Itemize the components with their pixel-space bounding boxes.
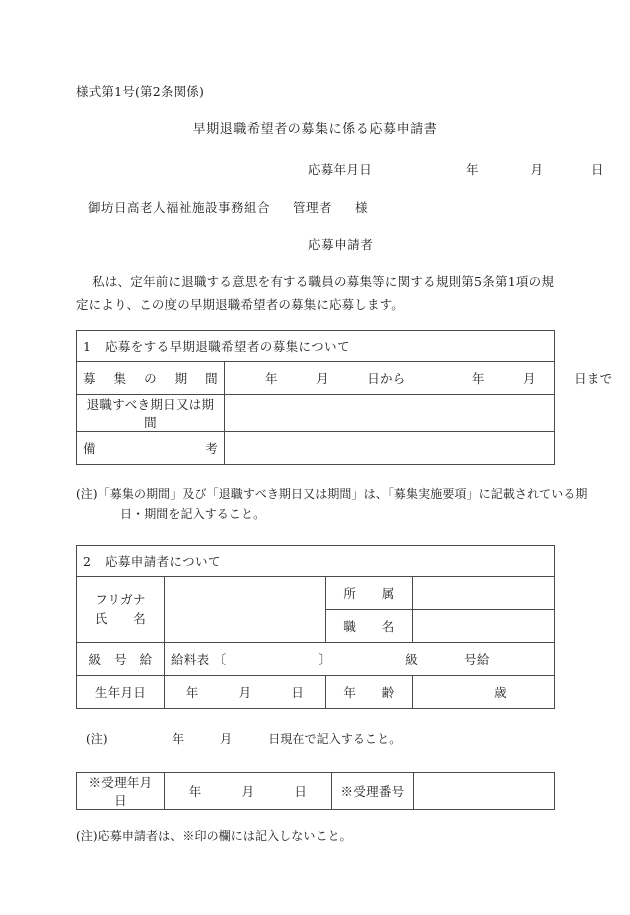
- name-value[interactable]: [165, 577, 326, 643]
- grade-value[interactable]: [165, 643, 555, 676]
- section2-heading: [77, 546, 555, 577]
- table-row: [77, 395, 555, 432]
- grade-unit: 級: [405, 652, 419, 667]
- application-date-year-unit: 年: [465, 162, 479, 177]
- receipt-date-day-unit: 日: [294, 784, 308, 799]
- name-label: [77, 577, 165, 643]
- application-date-day-unit: 日: [590, 162, 604, 177]
- birthdate-day-unit: 日: [291, 685, 305, 700]
- table-row: [77, 546, 555, 577]
- addressee-organization: 御坊日高老人福祉施設事務組合: [88, 200, 271, 215]
- section1-table: [76, 330, 613, 465]
- section1-heading-number: 1: [83, 339, 92, 354]
- affiliation-label: 所 属: [326, 577, 413, 610]
- body-paragraph-text: 私は、定年前に退職する意思を有する職員の募集等に関する規則第5条第1項の規定により、この度の早期退職希望者の募集に応募します。: [76, 274, 554, 313]
- birthdate-month-unit: 月: [238, 685, 252, 700]
- job-title-value[interactable]: [413, 610, 555, 643]
- age-value[interactable]: [413, 676, 555, 709]
- body-paragraph: [76, 270, 554, 316]
- period-day-to-unit: 日まで: [574, 371, 613, 386]
- period-month-to-unit: 月: [522, 371, 536, 386]
- section2-heading-text: 応募申請者について: [105, 554, 221, 569]
- table-row: [77, 331, 555, 362]
- salary-table-bracket-close: 〕: [318, 652, 332, 667]
- receipt-date-month-unit: 月: [241, 784, 255, 799]
- remarks-value[interactable]: [225, 432, 555, 465]
- retirement-date-value[interactable]: [225, 395, 555, 432]
- section3-note: (注)応募申請者は、※印の欄には記入しないこと。: [76, 829, 352, 843]
- birthdate-label: 生年月日: [77, 676, 165, 709]
- recruitment-period-value[interactable]: [225, 362, 613, 395]
- receipt-date-label: ※受理年月日: [77, 773, 165, 810]
- name-kanji-label: 氏 名: [94, 610, 147, 626]
- section2-heading-number: 2: [83, 554, 92, 569]
- grade-number-unit: 号給: [464, 652, 490, 667]
- section3-table: [76, 772, 555, 810]
- period-day-from-unit: 日から: [367, 371, 406, 386]
- section2-note-text: 日現在で記入すること。: [268, 732, 402, 746]
- applicant-signature-label: 応募申請者: [308, 237, 374, 252]
- section2-note: [76, 729, 554, 749]
- section1-note: (注)「募集の期間」及び「退職すべき期日又は期間」は、「募集実施要項」に記載されている期日・期間を記入すること。: [76, 487, 588, 522]
- age-label: 年 齢: [326, 676, 413, 709]
- section2-note-month-unit: 月: [220, 732, 233, 746]
- section1-heading-text: 応募をする早期退職希望者の募集について: [105, 339, 350, 354]
- document-title: 早期退職希望者の募集に係る応募申請書: [192, 122, 438, 137]
- application-date-line: [308, 160, 603, 178]
- name-furigana-label: フリガナ: [95, 592, 146, 608]
- birthdate-value[interactable]: [165, 676, 326, 709]
- affiliation-value[interactable]: [413, 577, 555, 610]
- addressee-role: 管理者: [292, 200, 332, 215]
- grade-label: 級 号 給: [77, 643, 165, 676]
- application-date-label: 応募年月日: [308, 162, 373, 177]
- receipt-number-value[interactable]: [414, 773, 555, 810]
- receipt-number-label: ※受理番号: [332, 773, 414, 810]
- form-number: 様式第1号(第2条関係): [76, 84, 205, 99]
- recruitment-period-label: 募集の期間: [77, 362, 225, 395]
- table-row: [77, 362, 555, 395]
- receipt-date-year-unit: 年: [188, 784, 202, 799]
- period-month-from-unit: 月: [316, 371, 329, 386]
- addressee-line: [88, 198, 368, 216]
- salary-table-label: 給料表 〔: [171, 652, 227, 667]
- application-date-month-unit: 月: [530, 162, 543, 177]
- table-row: [77, 676, 555, 709]
- period-year-to-unit: 年: [471, 371, 485, 386]
- section1-heading: [77, 331, 555, 362]
- age-unit: 歳: [494, 685, 507, 700]
- retirement-date-label: 退職すべき期日又は期間: [77, 395, 225, 432]
- table-row: [77, 432, 555, 465]
- period-year-from-unit: 年: [265, 371, 278, 386]
- birthdate-year-unit: 年: [185, 685, 199, 700]
- section2-note-year-unit: 年: [172, 732, 185, 746]
- job-title-label: 職 名: [326, 610, 413, 643]
- section2-note-marker: (注): [86, 732, 108, 746]
- table-row: [77, 577, 555, 610]
- section2-table: [76, 545, 555, 709]
- receipt-date-value[interactable]: [165, 773, 332, 810]
- remarks-label: 備考: [77, 432, 225, 465]
- addressee-honorific: 様: [354, 200, 368, 215]
- table-row: [77, 773, 555, 810]
- table-row: [77, 643, 555, 676]
